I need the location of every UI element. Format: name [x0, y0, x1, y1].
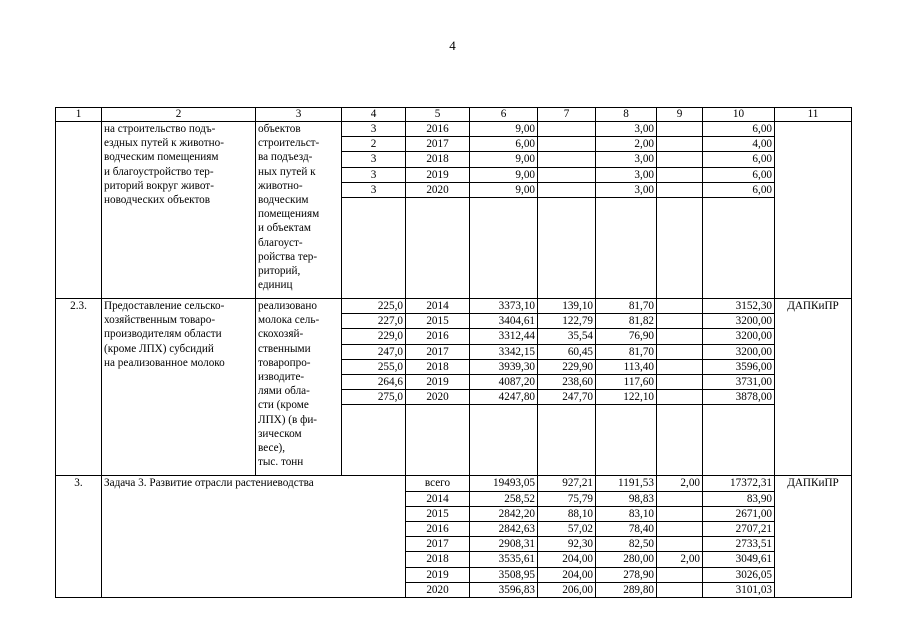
empty-cell	[657, 198, 703, 299]
responsible-cell	[775, 122, 852, 299]
federal-value: 92,30	[538, 537, 596, 552]
regional-value: 280,00	[596, 552, 657, 567]
table-row	[56, 476, 852, 491]
measure-description-line: ездных путей к животно-	[104, 137, 224, 150]
indicator-value: 275,0	[342, 390, 406, 405]
regional-value: 3,00	[596, 122, 657, 137]
total-value: 2842,63	[470, 522, 538, 537]
federal-value: 229,90	[538, 359, 596, 374]
federal-value	[538, 152, 596, 167]
regional-value: 3,00	[596, 152, 657, 167]
column-header-1: 1	[56, 108, 102, 122]
local-value	[657, 122, 703, 137]
indicator-description-line: строительст-	[258, 137, 320, 150]
indicator-description-line: животно-	[258, 179, 303, 192]
year-cell: 2017	[406, 344, 470, 359]
column-header-10: 10	[703, 108, 775, 122]
local-value: 2,00	[657, 552, 703, 567]
indicator-value: 229,0	[342, 329, 406, 344]
regional-value: 2,00	[596, 137, 657, 152]
other-value: 3049,61	[703, 552, 775, 567]
total-value: 2908,31	[470, 537, 538, 552]
year-cell: 2017	[406, 137, 470, 152]
empty-cell	[596, 405, 657, 476]
federal-value: 60,45	[538, 344, 596, 359]
indicator-description-line: ва подъезд-	[258, 151, 313, 164]
indicator-description-line: объектов	[258, 123, 301, 135]
other-value: 17372,31	[703, 476, 775, 491]
other-value: 4,00	[703, 137, 775, 152]
federal-value: 204,00	[538, 567, 596, 582]
measure-description-line: Предоставление сельско-	[104, 300, 225, 313]
empty-cell	[596, 198, 657, 299]
regional-value: 76,90	[596, 329, 657, 344]
regional-value: 113,40	[596, 359, 657, 374]
other-value: 3200,00	[703, 314, 775, 329]
indicator-description-line: риторий,	[258, 265, 301, 278]
total-value: 3535,61	[470, 552, 538, 567]
year-cell: 2014	[406, 491, 470, 506]
regional-value: 278,90	[596, 567, 657, 582]
total-value: 3596,83	[470, 582, 538, 597]
year-cell: 2017	[406, 537, 470, 552]
regional-value: 81,70	[596, 344, 657, 359]
other-value: 3200,00	[703, 344, 775, 359]
page-number: 4	[449, 38, 456, 53]
federal-value	[538, 122, 596, 137]
empty-cell	[703, 198, 775, 299]
federal-value: 139,10	[538, 299, 596, 314]
federal-value	[538, 182, 596, 197]
measure-description	[102, 299, 256, 476]
other-value: 6,00	[703, 182, 775, 197]
measure-description-line: производителям области	[104, 328, 222, 341]
table-row	[56, 122, 852, 137]
regional-value: 83,10	[596, 506, 657, 521]
local-value	[657, 506, 703, 521]
indicator-description-line: реализовано	[258, 300, 317, 313]
measure-description-line: на строительство подъ-	[104, 123, 216, 135]
table-row	[56, 299, 852, 314]
total-value: 3404,61	[470, 314, 538, 329]
measure-description-line: новодческих объектов	[104, 194, 211, 207]
total-value: 3939,30	[470, 359, 538, 374]
column-header-2: 2	[102, 108, 256, 122]
federal-value: 88,10	[538, 506, 596, 521]
local-value	[657, 582, 703, 597]
responsible-cell: ДАПКиПР	[775, 476, 852, 598]
indicator-description-line: ственными	[258, 342, 311, 355]
year-cell: 2020	[406, 582, 470, 597]
other-value: 6,00	[703, 122, 775, 137]
federal-value	[538, 137, 596, 152]
federal-value: 204,00	[538, 552, 596, 567]
year-cell: всего	[406, 476, 470, 491]
empty-cell	[342, 405, 406, 476]
regional-value: 81,82	[596, 314, 657, 329]
responsible-cell: ДАПКиПР	[775, 299, 852, 476]
federal-value: 238,60	[538, 375, 596, 390]
regional-value: 1191,53	[596, 476, 657, 491]
year-cell: 2015	[406, 506, 470, 521]
column-header-6: 6	[470, 108, 538, 122]
column-header-8: 8	[596, 108, 657, 122]
total-value: 258,52	[470, 491, 538, 506]
indicator-description-line: благоуст-	[258, 236, 303, 249]
regional-value: 3,00	[596, 182, 657, 197]
task-title: Задача 3. Развитие отрасли растениеводства	[102, 476, 406, 598]
indicator-description-line: водческим	[258, 194, 309, 207]
year-cell: 2015	[406, 314, 470, 329]
measure-description	[102, 122, 256, 299]
total-value: 9,00	[470, 122, 538, 137]
federal-value: 247,70	[538, 390, 596, 405]
column-header-5: 5	[406, 108, 470, 122]
indicator-value: 2	[342, 137, 406, 152]
row-number-cell: 3.	[56, 476, 102, 598]
regional-value: 289,80	[596, 582, 657, 597]
column-header-7: 7	[538, 108, 596, 122]
indicator-description-line: товаропро-	[258, 356, 311, 369]
indicator-description-line: и объектам	[258, 222, 311, 235]
header-row	[56, 108, 852, 122]
local-value	[657, 567, 703, 582]
indicator-value: 3	[342, 167, 406, 182]
other-value: 3878,00	[703, 390, 775, 405]
empty-cell	[342, 198, 406, 299]
year-cell: 2020	[406, 182, 470, 197]
local-value	[657, 344, 703, 359]
empty-cell	[703, 405, 775, 476]
total-value: 3342,15	[470, 344, 538, 359]
other-value: 3152,30	[703, 299, 775, 314]
empty-cell	[470, 198, 538, 299]
local-value	[657, 375, 703, 390]
total-value: 6,00	[470, 137, 538, 152]
indicator-value: 3	[342, 122, 406, 137]
measure-description-line: и благоустройство тер-	[104, 165, 214, 178]
year-cell: 2016	[406, 522, 470, 537]
measure-description-line: водческим помещениям	[104, 151, 219, 164]
federal-value	[538, 167, 596, 182]
other-value: 2733,51	[703, 537, 775, 552]
indicator-description-line: весе),	[258, 442, 286, 455]
indicator-description-line: помещениям	[258, 208, 320, 221]
regional-value: 117,60	[596, 375, 657, 390]
indicator-description	[256, 299, 342, 476]
other-value: 83,90	[703, 491, 775, 506]
indicator-value: 247,0	[342, 344, 406, 359]
measure-description-line: хозяйственным товаро-	[104, 314, 216, 327]
column-header-4: 4	[342, 108, 406, 122]
indicator-value: 227,0	[342, 314, 406, 329]
local-value	[657, 137, 703, 152]
indicator-description-line: зическом	[258, 427, 302, 440]
indicator-value: 255,0	[342, 359, 406, 374]
year-cell: 2020	[406, 390, 470, 405]
measure-description-line: на реализованное молоко	[104, 356, 225, 369]
total-value: 4247,80	[470, 390, 538, 405]
year-cell: 2019	[406, 375, 470, 390]
indicator-value: 3	[342, 152, 406, 167]
indicator-value: 264,6	[342, 375, 406, 390]
federal-value: 206,00	[538, 582, 596, 597]
empty-cell	[657, 405, 703, 476]
empty-cell	[406, 198, 470, 299]
total-value: 9,00	[470, 182, 538, 197]
indicator-description-line: единиц	[258, 279, 293, 292]
federal-value: 927,21	[538, 476, 596, 491]
indicator-description-line: ЛПХ) (в фи-	[258, 413, 318, 426]
other-value: 2707,21	[703, 522, 775, 537]
total-value: 3373,10	[470, 299, 538, 314]
indicator-value: 225,0	[342, 299, 406, 314]
other-value: 6,00	[703, 167, 775, 182]
indicator-description-line: ных путей к	[258, 165, 316, 178]
local-value	[657, 329, 703, 344]
local-value	[657, 491, 703, 506]
column-header-11: 11	[775, 108, 852, 122]
year-cell: 2016	[406, 122, 470, 137]
other-value: 3026,05	[703, 567, 775, 582]
local-value	[657, 522, 703, 537]
indicator-description-line: сти (кроме	[258, 399, 309, 412]
local-value	[657, 359, 703, 374]
indicator-description-line: скохозяй-	[258, 328, 304, 341]
empty-cell	[470, 405, 538, 476]
total-value: 9,00	[470, 167, 538, 182]
empty-cell	[538, 198, 596, 299]
regional-value: 78,40	[596, 522, 657, 537]
empty-cell	[538, 405, 596, 476]
year-cell: 2018	[406, 359, 470, 374]
empty-cell	[406, 405, 470, 476]
program-table	[55, 107, 852, 598]
other-value: 6,00	[703, 152, 775, 167]
local-value	[657, 537, 703, 552]
row-number-cell	[56, 122, 102, 299]
year-cell: 2018	[406, 152, 470, 167]
total-value: 3312,44	[470, 329, 538, 344]
total-value: 9,00	[470, 152, 538, 167]
year-cell: 2019	[406, 167, 470, 182]
regional-value: 122,10	[596, 390, 657, 405]
other-value: 3596,00	[703, 359, 775, 374]
federal-value: 122,79	[538, 314, 596, 329]
total-value: 3508,95	[470, 567, 538, 582]
year-cell: 2016	[406, 329, 470, 344]
local-value	[657, 152, 703, 167]
other-value: 3101,03	[703, 582, 775, 597]
federal-value: 35,54	[538, 329, 596, 344]
other-value: 3200,00	[703, 329, 775, 344]
federal-value: 57,02	[538, 522, 596, 537]
regional-value: 82,50	[596, 537, 657, 552]
total-value: 2842,20	[470, 506, 538, 521]
indicator-description-line: молока сель-	[258, 314, 320, 327]
column-header-9: 9	[657, 108, 703, 122]
column-header-3: 3	[256, 108, 342, 122]
total-value: 19493,05	[470, 476, 538, 491]
indicator-description	[256, 122, 342, 299]
indicator-description-line: тыс. тонн	[258, 456, 304, 469]
indicator-description-line: лями обла-	[258, 385, 310, 398]
local-value: 2,00	[657, 476, 703, 491]
indicator-description-line: ройства тер-	[258, 250, 318, 263]
other-value: 3731,00	[703, 375, 775, 390]
local-value	[657, 390, 703, 405]
indicator-description-line: изводите-	[258, 371, 305, 384]
measure-description-line: риторий вокруг живот-	[104, 179, 214, 192]
other-value: 2671,00	[703, 506, 775, 521]
local-value	[657, 299, 703, 314]
local-value	[657, 182, 703, 197]
regional-value: 98,83	[596, 491, 657, 506]
year-cell: 2014	[406, 299, 470, 314]
regional-value: 3,00	[596, 167, 657, 182]
row-number-cell: 2.3.	[56, 299, 102, 476]
indicator-value: 3	[342, 182, 406, 197]
measure-description-line: (кроме ЛПХ) субсидий	[104, 342, 214, 355]
year-cell: 2018	[406, 552, 470, 567]
local-value	[657, 314, 703, 329]
local-value	[657, 167, 703, 182]
total-value: 4087,20	[470, 375, 538, 390]
regional-value: 81,70	[596, 299, 657, 314]
year-cell: 2019	[406, 567, 470, 582]
federal-value: 75,79	[538, 491, 596, 506]
